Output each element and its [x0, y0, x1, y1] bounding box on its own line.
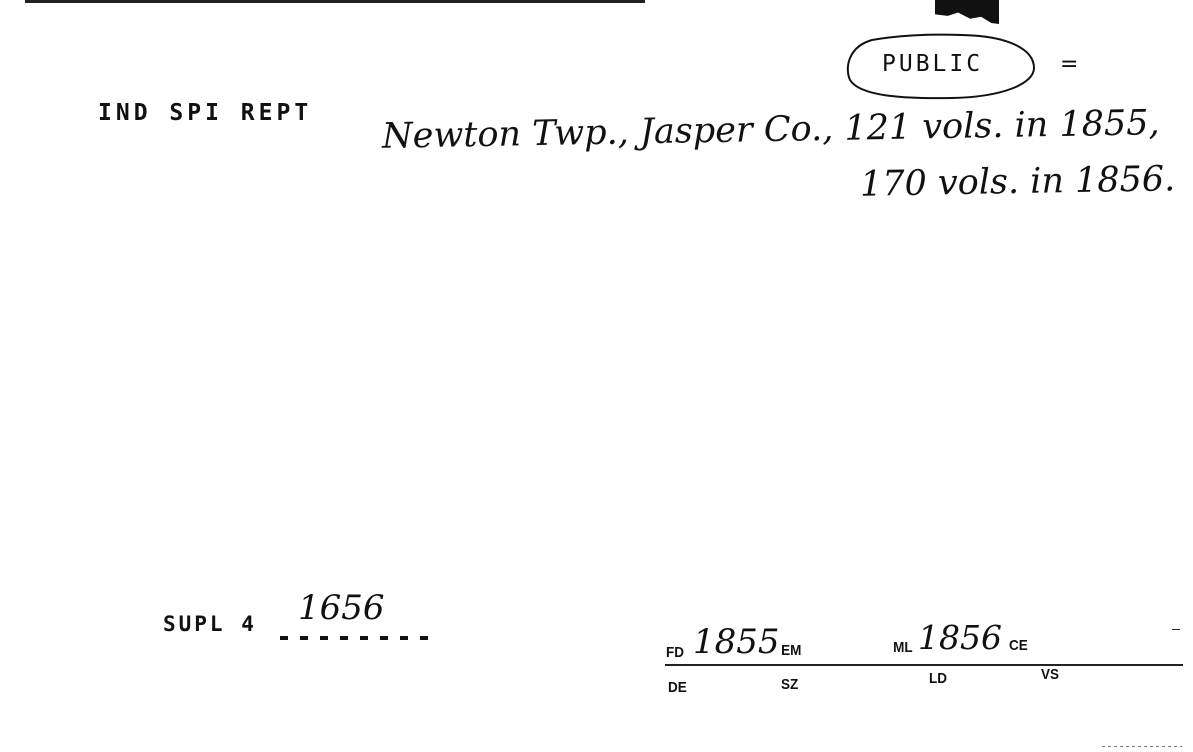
field-label-sz: SZ [780, 676, 799, 693]
field-value-ml: 1856 [918, 618, 1002, 657]
supplement-value: 1656 [298, 588, 385, 628]
corner-tab-mark [935, 0, 999, 24]
bottom-edge-dots [1102, 746, 1182, 747]
supplement-label: SUPL 4 [163, 612, 257, 636]
handwritten-note-line-2: 170 vols. in 1856. [859, 159, 1176, 205]
margin-tick-mark [1172, 629, 1180, 630]
field-label-ce: CE [1009, 637, 1028, 654]
field-label-em: EM [781, 642, 802, 659]
field-label-fd: FD [666, 644, 684, 661]
field-label-de: DE [668, 679, 687, 696]
field-label-vs: VS [1041, 666, 1060, 683]
stamp-text: PUBLIC [882, 51, 984, 77]
handwritten-note-line-1: Newton Twp., Jasper Co., 121 vols. in 1855, [381, 103, 1160, 157]
stamp-equals-mark: = [1060, 52, 1079, 77]
fields-divider-rule [665, 664, 1183, 666]
card-header-code: IND SPI REPT [98, 100, 313, 126]
field-label-ml: ML [893, 639, 913, 656]
public-stamp [842, 32, 1042, 100]
supplement-dash-line [280, 636, 440, 640]
field-label-ld: LD [929, 670, 947, 687]
field-value-fd: 1855 [693, 622, 780, 662]
top-edge-rule [25, 0, 645, 3]
